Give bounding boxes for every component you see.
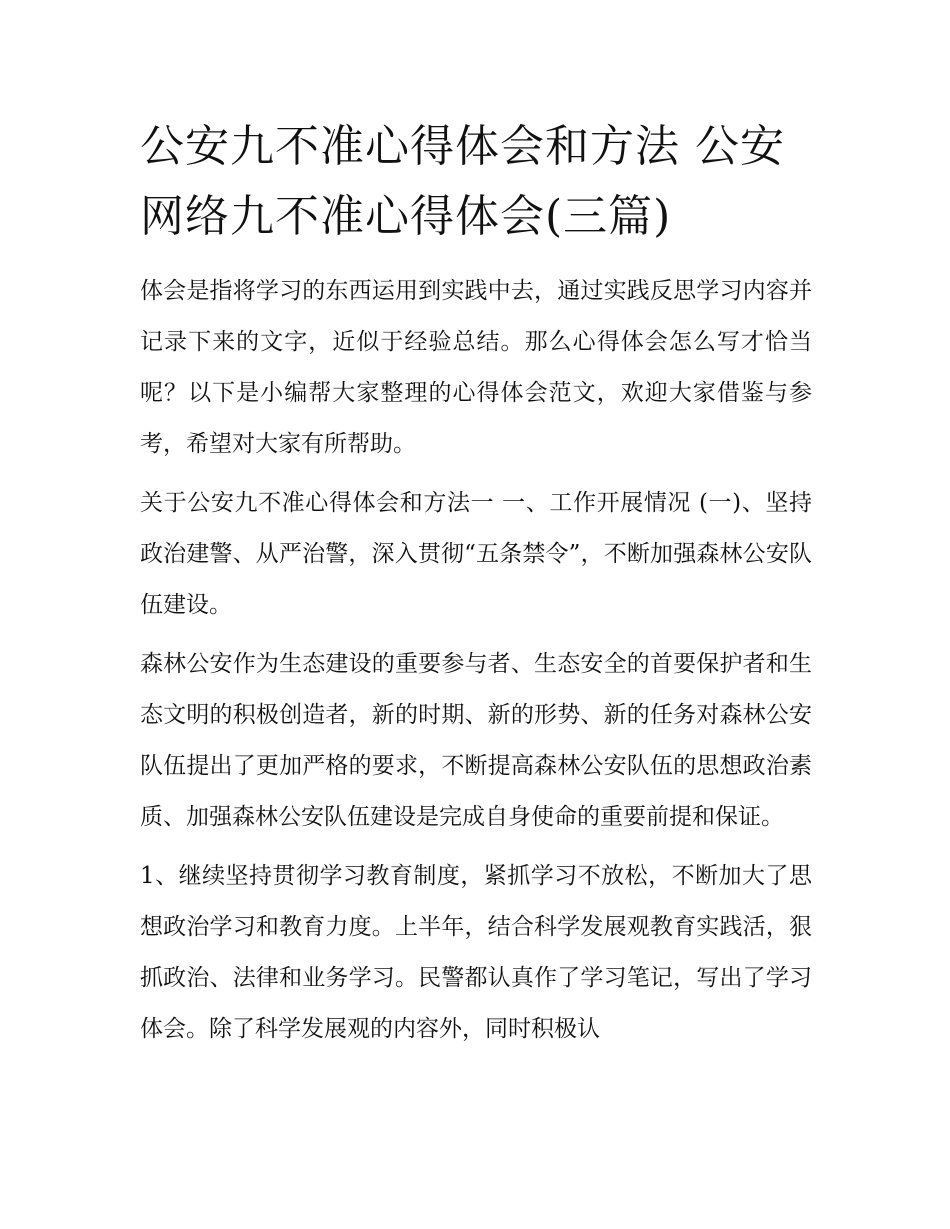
document-body (140, 112, 812, 1055)
paragraph-section-heading: 关于公安九不准心得体会和方法一 一、工作开展情况 (一)、坚持政治建警、从严治警，深入贯彻“五条禁令”，不断加强森林公安队伍建设。 (140, 490, 812, 618)
paragraph-forest-police: 森林公安作为生态建设的重要参与者、生态安全的首要保护者和生态文明的积极创造者，新的时期、新的形势、新的任务对森林公安队伍提出了更加严格的要求，不断提高森林公安队伍的思想政治素质、加强森林公安队伍建设是完成自身使命的重要前提和保证。 (140, 651, 812, 830)
document-title: 公安九不准心得体会和方法 公安网络九不准心得体会(三篇) (140, 121, 785, 242)
paragraph-item-1: 1、继续坚持贯彻学习教育制度，紧抓学习不放松，不断加大了思想政治学习和教育力度。上半年，结合科学发展观教育实践活，狠抓政治、法律和业务学习。民警都认真作了学习笔记，写出了学习体会。除了科学发展观的内容外，同时积极认 (140, 863, 812, 1042)
paragraph-intro: 体会是指将学习的东西运用到实践中去，通过实践反思学习内容并记录下来的文字，近似于经验总结。那么心得体会怎么写才恰当呢？以下是小编帮大家整理的心得体会范文，欢迎大家借鉴与参考，希望对大家有所帮助。 (140, 278, 812, 457)
